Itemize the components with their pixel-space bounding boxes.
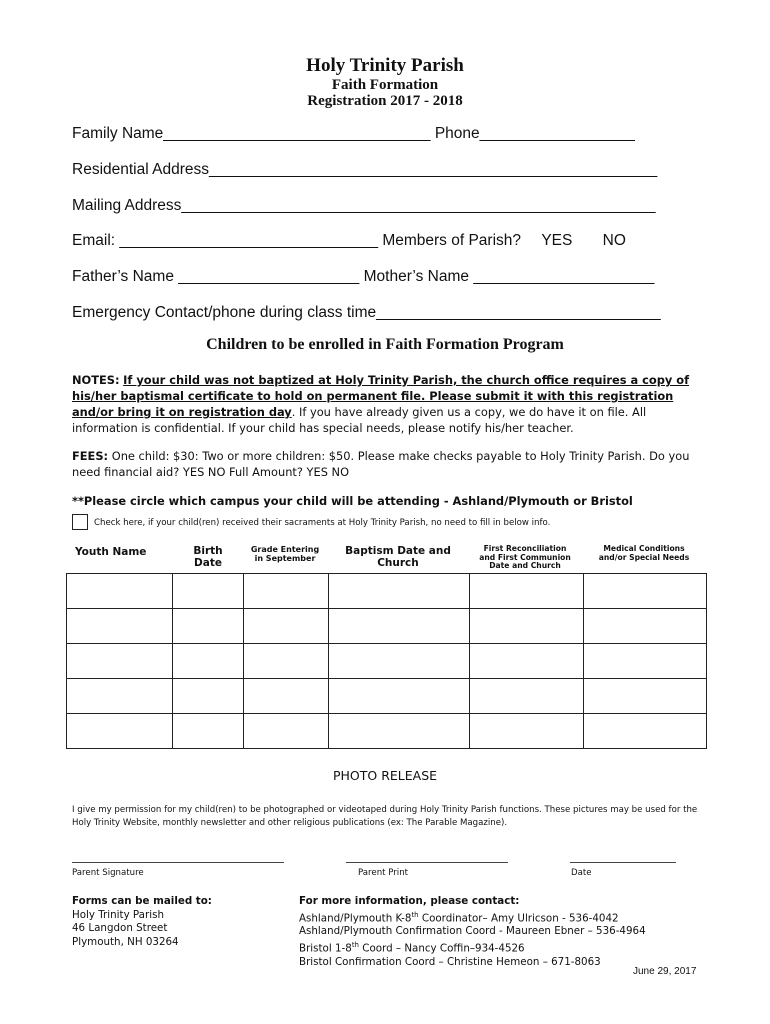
table-cell[interactable] xyxy=(67,609,173,644)
mailing-address-input[interactable]: _______________________________________________________ xyxy=(181,197,656,214)
col-header-grade-entering: Grade Entering in September xyxy=(250,545,320,564)
table-cell[interactable] xyxy=(173,644,244,679)
children-heading: Children to be enrolled in Faith Formation Program xyxy=(206,336,564,353)
table-cell[interactable] xyxy=(244,714,329,749)
date-line[interactable] xyxy=(570,862,676,863)
table-cell[interactable] xyxy=(244,679,329,714)
table-cell[interactable] xyxy=(67,644,173,679)
sacraments-checkbox[interactable] xyxy=(72,514,88,530)
email-input[interactable]: ______________________________ xyxy=(119,232,379,249)
table-cell[interactable] xyxy=(584,574,707,609)
parents-row xyxy=(72,268,654,286)
table-row xyxy=(67,714,707,749)
mailing-address-label: Mailing Address xyxy=(72,197,182,214)
sacraments-check-label: Check here, if your child(ren) received their sacraments at Holy Trinity Parish, no need to fill in below info. xyxy=(94,518,551,528)
table-cell[interactable] xyxy=(470,714,584,749)
registration-year: Registration 2017 - 2018 xyxy=(307,93,463,109)
family-name-label: Family Name xyxy=(72,125,164,142)
members-yes-option[interactable]: YES xyxy=(541,232,573,249)
mothers-name-label: Mother’s Name xyxy=(363,268,469,285)
table-cell[interactable] xyxy=(67,679,173,714)
parent-print-line[interactable] xyxy=(346,862,508,863)
fees-label: FEES: xyxy=(72,449,109,463)
mailing-address-row xyxy=(72,197,656,215)
table-cell[interactable] xyxy=(173,714,244,749)
table-cell[interactable] xyxy=(244,644,329,679)
contact-line-2: Ashland/Plymouth Confirmation Coord - Maureen Ebner – 536-4964 xyxy=(299,925,646,938)
table-cell[interactable] xyxy=(244,609,329,644)
col-header-birth-date: Birth Date xyxy=(193,545,223,570)
col-header-reconciliation: First Reconciliation and First Communion Date and Church xyxy=(479,544,571,571)
residential-address-row xyxy=(72,161,657,179)
col-header-medical: Medical Conditions and/or Special Needs xyxy=(598,544,690,562)
table-cell[interactable] xyxy=(470,574,584,609)
residential-address-input[interactable]: ____________________________________________________ xyxy=(209,161,658,178)
parent-print-label: Parent Print xyxy=(358,868,409,878)
table-cell[interactable] xyxy=(173,574,244,609)
photo-release-text: I give my permission for my child(ren) to be photographed or videotaped during Holy Trinity Parish functions. These pictures may be used for the Holy Trinity Website, monthly newsletter and other religious publications (ex: The Parable Magazine). xyxy=(72,805,698,828)
email-label: Email: xyxy=(72,232,116,249)
table-row xyxy=(67,644,707,679)
notes-underlined: If your child was not baptized at Holy Trinity Parish, the church office requires a copy of his/her baptismal certificate to hold on permanent file. Please submit it with this registration and/or bring it on registration day xyxy=(72,373,690,419)
notes-label: NOTES: xyxy=(72,373,120,387)
col-header-baptism: Baptism Date and Church xyxy=(345,545,451,570)
table-cell[interactable] xyxy=(470,644,584,679)
table-cell[interactable] xyxy=(173,609,244,644)
contact-heading: For more information, please contact: xyxy=(299,895,520,907)
table-cell[interactable] xyxy=(67,574,173,609)
family-name-input[interactable]: _______________________________ xyxy=(163,125,431,142)
table-cell[interactable] xyxy=(329,714,470,749)
footer-date: June 29, 2017 xyxy=(633,966,697,977)
contact-line-4: Bristol Confirmation Coord – Christine Hemeon – 671-8063 xyxy=(299,955,601,968)
page-title: Holy Trinity Parish xyxy=(306,55,464,76)
mail-line-1: Holy Trinity Parish xyxy=(72,908,164,921)
contact-block xyxy=(299,895,646,969)
fees-paragraph xyxy=(72,448,712,480)
table-cell[interactable] xyxy=(584,679,707,714)
table-cell[interactable] xyxy=(470,609,584,644)
photo-release-title: PHOTO RELEASE xyxy=(332,768,438,783)
fathers-name-label: Father’s Name xyxy=(72,268,174,285)
table-cell[interactable] xyxy=(470,679,584,714)
table-cell[interactable] xyxy=(67,714,173,749)
residential-address-label: Residential Address xyxy=(72,161,209,178)
mothers-name-input[interactable]: _____________________ xyxy=(473,268,655,285)
mail-block xyxy=(72,895,212,949)
date-label: Date xyxy=(571,868,592,878)
parent-signature-label: Parent Signature xyxy=(72,868,144,878)
mail-heading: Forms can be mailed to: xyxy=(72,895,212,907)
table-cell[interactable] xyxy=(584,609,707,644)
table-cell[interactable] xyxy=(173,679,244,714)
phone-input[interactable]: __________________ xyxy=(479,125,635,142)
page-subtitle: Faith Formation xyxy=(331,77,439,93)
table-row xyxy=(67,679,707,714)
family-name-row xyxy=(72,125,635,143)
table-row xyxy=(67,609,707,644)
col-header-youth-name: Youth Name xyxy=(75,546,147,558)
table-cell[interactable] xyxy=(329,574,470,609)
table-cell[interactable] xyxy=(329,644,470,679)
members-of-parish-label: Members of Parish? xyxy=(382,232,522,249)
emergency-contact-label: Emergency Contact/phone during class time xyxy=(72,304,377,321)
table-cell[interactable] xyxy=(584,714,707,749)
fathers-name-input[interactable]: _____________________ xyxy=(178,268,360,285)
parent-signature-line[interactable] xyxy=(72,862,284,863)
table-cell[interactable] xyxy=(329,679,470,714)
children-table xyxy=(66,573,707,749)
email-row xyxy=(72,232,626,250)
notes-paragraph xyxy=(72,372,712,436)
mail-line-3: Plymouth, NH 03264 xyxy=(72,935,179,948)
members-no-option[interactable]: NO xyxy=(602,232,626,249)
contact-line-1: Ashland/Plymouth K-8th Coordinator– Amy Ulricson - 536-4042 xyxy=(299,910,619,924)
emergency-contact-row xyxy=(72,304,661,322)
contact-line-3: Bristol 1-8th Coord – Nancy Coffin–934-4526 xyxy=(299,940,525,955)
table-row xyxy=(67,574,707,609)
mail-line-2: 46 Langdon Street xyxy=(72,922,168,934)
table-cell[interactable] xyxy=(329,609,470,644)
table-cell[interactable] xyxy=(584,644,707,679)
emergency-contact-input[interactable]: _________________________________ xyxy=(376,304,661,321)
phone-label: Phone xyxy=(434,125,480,142)
table-cell[interactable] xyxy=(244,574,329,609)
notes-rest: . If you have already given us a copy, we do have it on file. All information is confidential. If your child has special needs, please notify his/her teacher. xyxy=(72,405,647,435)
campus-selection: **Please circle which campus your child will be attending - Ashland/Plymouth or Bristol xyxy=(72,494,633,508)
fees-text: One child: $30: Two or more children: $50. Please make checks payable to Holy Trinity Parish. Do you need financial aid? YES NO Full Amount? YES NO xyxy=(72,449,690,479)
